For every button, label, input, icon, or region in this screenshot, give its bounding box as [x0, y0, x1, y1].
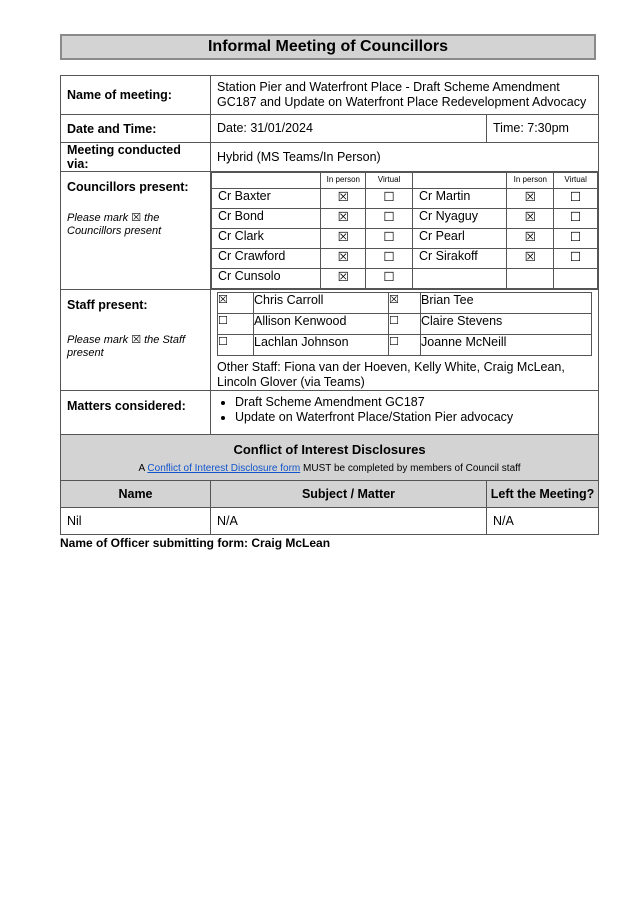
conducted-via-value: Hybrid (MS Teams/In Person) — [217, 149, 381, 164]
councillor-name: Cr Martin — [412, 189, 507, 209]
staff-name: Joanne McNeill — [421, 335, 592, 356]
left-in-person-checkbox[interactable]: ☒ — [321, 269, 366, 289]
staff-name: Claire Stevens — [421, 314, 592, 335]
coi-cell-name: Nil — [61, 508, 211, 535]
time-value: Time: 7:30pm — [493, 121, 569, 135]
officer-footer: Name of Officer submitting form: Craig McLean — [60, 536, 331, 550]
other-staff: Other Staff: Fiona van der Hoeven, Kelly White, Craig McLean, Lincoln Glover (via Teams) — [217, 360, 565, 389]
form-title: Informal Meeting of Councillors — [60, 34, 596, 60]
right-in-person-checkbox[interactable]: ☒ — [507, 209, 554, 229]
row-name-of-meeting — [61, 76, 599, 115]
conducted-via-label: Meeting conducted via: — [61, 143, 211, 172]
right-in-person-checkbox[interactable]: ☒ — [507, 249, 554, 269]
matters-item: • Update on Waterfront Place/Station Pier advocacy — [235, 410, 598, 425]
row-coi-columns — [61, 481, 599, 508]
date-time-label: Date and Time: — [61, 115, 211, 143]
col-header-subject: Subject / Matter — [211, 481, 487, 508]
list-item — [212, 269, 598, 289]
left-virtual-checkbox[interactable]: ☐ — [366, 209, 413, 229]
left-virtual-checkbox[interactable]: ☐ — [366, 229, 413, 249]
staff-checkbox[interactable]: ☒ — [218, 293, 254, 314]
right-in-person-checkbox[interactable] — [507, 269, 554, 289]
date-value: Date: 31/01/2024 — [217, 121, 313, 135]
councillors-grid — [211, 172, 598, 289]
councillor-name: Cr Baxter — [212, 189, 321, 209]
row-conducted-via — [61, 143, 599, 172]
right-virtual-checkbox[interactable]: ☐ — [554, 189, 598, 209]
councillor-name: Cr Crawford — [212, 249, 321, 269]
left-in-person-checkbox[interactable]: ☒ — [321, 209, 366, 229]
coi-cell-left: N/A — [487, 508, 599, 535]
staff-name: Brian Tee — [421, 293, 592, 314]
left-virtual-checkbox[interactable]: ☐ — [366, 249, 413, 269]
meeting-form-table — [60, 75, 599, 535]
councillor-name — [412, 269, 507, 289]
councillor-name: Cr Clark — [212, 229, 321, 249]
row-matters — [61, 391, 599, 435]
matters-list — [211, 395, 598, 425]
list-item — [218, 314, 592, 335]
in-person-header: In person — [321, 173, 366, 189]
councillor-name: Cr Pearl — [412, 229, 507, 249]
councillor-name: Cr Bond — [212, 209, 321, 229]
list-item — [218, 335, 592, 356]
in-person-header-right: In person — [507, 173, 554, 189]
row-date-time — [61, 115, 599, 143]
staff-name: Lachlan Johnson — [254, 335, 389, 356]
left-in-person-checkbox[interactable]: ☒ — [321, 249, 366, 269]
list-item — [212, 249, 598, 269]
row-staff — [61, 290, 599, 391]
staff-checkbox[interactable]: ☐ — [389, 314, 421, 335]
staff-note: Please mark ☒ the Staff present — [67, 334, 186, 359]
coi-title: Conflict of Interest Disclosures — [233, 442, 426, 457]
left-virtual-checkbox[interactable]: ☐ — [366, 269, 413, 289]
coi-subtitle: A Conflict of Interest Disclosure form MUST be completed by members of Council staff — [138, 463, 521, 474]
councillors-label: Councillors present: — [67, 180, 189, 194]
councillor-name: Cr Sirakoff — [412, 249, 507, 269]
row-coi-header — [61, 435, 599, 481]
row-councillors — [61, 172, 599, 290]
list-item — [212, 229, 598, 249]
list-item — [212, 209, 598, 229]
staff-checkbox[interactable]: ☐ — [218, 314, 254, 335]
staff-checkbox[interactable]: ☐ — [218, 335, 254, 356]
councillors-note: Please mark ☒ the Councillors present — [67, 212, 162, 237]
virtual-header: Virtual — [366, 173, 413, 189]
right-virtual-checkbox[interactable]: ☐ — [554, 249, 598, 269]
matters-item: • Draft Scheme Amendment GC187 — [235, 395, 598, 410]
name-of-meeting-value: Station Pier and Waterfront Place - Draft Scheme Amendment GC187 and Update on Waterfront Place Redevelopment Advocacy — [217, 80, 587, 109]
councillor-name: Cr Nyaguy — [412, 209, 507, 229]
staff-checkbox[interactable]: ☐ — [389, 335, 421, 356]
staff-name: Chris Carroll — [254, 293, 389, 314]
right-in-person-checkbox[interactable]: ☒ — [507, 189, 554, 209]
col-header-name: Name — [61, 481, 211, 508]
staff-checkbox[interactable]: ☒ — [389, 293, 421, 314]
coi-cell-subject: N/A — [211, 508, 487, 535]
left-in-person-checkbox[interactable]: ☒ — [321, 189, 366, 209]
col-header-left: Left the Meeting? — [487, 481, 599, 508]
matters-label: Matters considered: — [61, 391, 211, 435]
virtual-header-right: Virtual — [554, 173, 598, 189]
right-in-person-checkbox[interactable]: ☒ — [507, 229, 554, 249]
staff-label: Staff present: — [67, 298, 148, 312]
staff-grid — [217, 292, 592, 356]
left-in-person-checkbox[interactable]: ☒ — [321, 229, 366, 249]
name-of-meeting-label: Name of meeting: — [61, 76, 211, 115]
list-item — [218, 293, 592, 314]
right-virtual-checkbox[interactable]: ☐ — [554, 209, 598, 229]
right-virtual-checkbox[interactable]: ☐ — [554, 229, 598, 249]
staff-name: Allison Kenwood — [254, 314, 389, 335]
list-item — [212, 189, 598, 209]
right-virtual-checkbox[interactable] — [554, 269, 598, 289]
table-row — [61, 508, 599, 535]
coi-form-link[interactable]: Conflict of Interest Disclosure form — [147, 463, 301, 474]
left-virtual-checkbox[interactable]: ☐ — [366, 189, 413, 209]
councillor-name: Cr Cunsolo — [212, 269, 321, 289]
